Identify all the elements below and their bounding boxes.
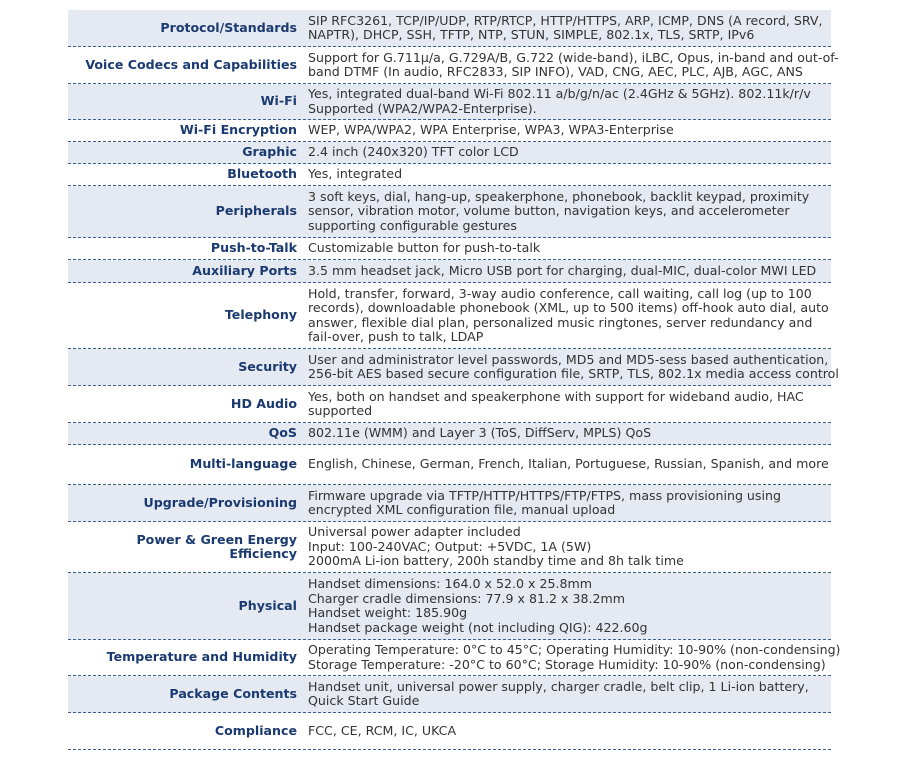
spec-value-line: Hold, transfer, forward, 3-way audio conference, call waiting, call log (up to 100	[308, 285, 812, 301]
spec-value-line: English, Chinese, German, French, Italian, Portuguese, Russian, Spanish, and more	[308, 456, 829, 472]
spec-label: Peripherals	[215, 203, 297, 219]
spec-value-line: 802.11e (WMM) and Layer 3 (ToS, DiffServ, MPLS) QoS	[308, 425, 652, 441]
spec-label: Wi-Fi Encryption	[179, 122, 297, 138]
spec-value	[308, 47, 839, 83]
spec-value-line: band DTMF (In audio, RFC2833, SIP INFO), VAD, CNG, AEC, PLC, AJB, AGC, ANS	[308, 64, 803, 79]
spec-row	[68, 260, 831, 283]
spec-value	[308, 445, 831, 484]
spec-value	[308, 386, 831, 422]
spec-value-line: supported	[308, 403, 373, 418]
spec-value-line: answer, flexible dial plan, personalized music ringtones, server redundancy and	[308, 314, 813, 330]
spec-value-line: records), downloadable phonebook (XML, up to 500 items) off-hook auto dial, auto	[308, 300, 829, 315]
spec-value-line: Firmware upgrade via TFTP/HTTP/HTTPS/FTP/FTPS, mass provisioning using	[308, 487, 781, 503]
spec-label: Graphic	[242, 144, 297, 160]
spec-value	[308, 485, 831, 521]
spec-value	[308, 522, 831, 572]
spec-label: Protocol/Standards	[160, 19, 297, 35]
spec-value	[308, 142, 831, 163]
spec-row	[68, 10, 831, 47]
spec-value-line: Yes, both on handset and speakerphone with support for wideband audio, HAC	[308, 388, 804, 404]
spec-value-line: Supported (WPA2/WPA2-Enterprise).	[308, 100, 537, 116]
spec-value-line: Quick Start Guide	[308, 693, 420, 708]
spec-value-line: 2000mA Li-ion battery, 200h standby time and 8h talk time	[308, 553, 684, 569]
spec-row	[68, 522, 831, 573]
spec-value-line: WEP, WPA/WPA2, WPA Enterprise, WPA3, WPA3-Enterprise	[308, 122, 674, 138]
spec-label: Physical	[238, 597, 297, 613]
spec-value-line: Charger cradle dimensions: 77.9 x 81.2 x 38.2mm	[308, 590, 626, 606]
spec-value-line: Yes, integrated dual-band Wi-Fi 802.11 a/b/g/n/ac (2.4GHz & 5GHz). 802.11k/r/v	[308, 86, 811, 101]
spec-value-line: encrypted XML configuration file, manual upload	[308, 502, 616, 517]
spec-value-line: Storage Temperature: -20°C to 60°C; Storage Humidity: 10-90% (non-condensing)	[308, 656, 826, 672]
spec-value-line: fail-over, push to talk, LDAP	[308, 329, 484, 344]
spec-label: Multi-language	[189, 456, 297, 472]
spec-value-line: Customizable button for push-to-talk	[308, 240, 541, 256]
spec-row	[68, 47, 839, 84]
spec-row	[68, 640, 841, 676]
spec-value	[308, 164, 831, 185]
spec-value-line: Input: 100-240VAC; Output: +5VDC, 1A (5W)	[308, 538, 592, 554]
spec-label: Telephony	[224, 307, 297, 323]
spec-label: QoS	[268, 425, 297, 441]
spec-value	[308, 10, 831, 46]
spec-label: Auxiliary Ports	[192, 262, 297, 278]
spec-label: Power & Green Energy Efficiency	[136, 531, 297, 561]
spec-row	[68, 386, 831, 423]
spec-value-line: Operating Temperature: 0°C to 45°C; Operating Humidity: 10-90% (non-condensing)	[308, 642, 841, 657]
spec-row	[68, 120, 831, 142]
spec-row	[68, 164, 831, 186]
spec-value-line: FCC, CE, RCM, IC, UKCA	[308, 722, 457, 738]
spec-label: Package Contents	[169, 685, 297, 701]
spec-value-line: sensor, vibration motor, volume button, navigation keys, and accelerometer	[308, 203, 790, 219]
spec-value-line: 3.5 mm headset jack, Micro USB port for charging, dual-MIC, dual-color MWI LED	[308, 262, 817, 278]
spec-row	[68, 349, 839, 386]
spec-row	[68, 84, 831, 120]
spec-value	[308, 238, 831, 259]
spec-value-line: Support for G.711μ/a, G.729A/B, G.722 (wide-band), iLBC, Opus, in-band and out-of-	[308, 49, 839, 65]
spec-row	[68, 283, 831, 349]
spec-row	[68, 676, 831, 713]
spec-value-line: SIP RFC3261, TCP/IP/UDP, RTP/RTCP, HTTP/HTTPS, ARP, ICMP, DNS (A record, SRV,	[308, 12, 823, 28]
spec-value-line: 3 soft keys, dial, hang-up, speakerphone, phonebook, backlit keypad, proximity	[308, 188, 810, 204]
spec-table	[68, 10, 841, 750]
spec-value	[308, 283, 831, 348]
spec-value	[308, 260, 831, 282]
spec-value	[308, 676, 831, 712]
spec-row	[68, 573, 831, 640]
spec-label: Push-to-Talk	[210, 240, 297, 256]
spec-value-line: Universal power adapter included	[308, 524, 521, 540]
spec-label: Compliance	[214, 722, 297, 738]
spec-value	[308, 573, 831, 639]
spec-value	[308, 423, 831, 444]
spec-value-line: 2.4 inch (240x320) TFT color LCD	[308, 144, 519, 160]
spec-value-line: NAPTR), DHCP, SSH, TFTP, NTP, STUN, SIMPLE, 802.1x, TLS, SRTP, IPv6	[308, 27, 755, 42]
spec-label: Bluetooth	[227, 166, 297, 182]
spec-value	[308, 640, 840, 675]
spec-value-line: 256-bit AES based secure configuration file, SRTP, TLS, 802.1x media access control	[308, 366, 839, 381]
spec-row	[68, 713, 831, 750]
spec-row	[68, 142, 831, 164]
spec-label: Voice Codecs and Capabilities	[85, 56, 297, 72]
spec-value	[308, 349, 839, 385]
spec-value-line: Handset weight: 185.90g	[308, 605, 468, 620]
spec-value	[308, 120, 831, 141]
spec-row	[68, 445, 831, 485]
spec-value-line: Yes, integrated	[308, 166, 403, 182]
spec-value-line: Handset unit, universal power supply, charger cradle, belt clip, 1 Li-ion battery,	[308, 678, 809, 694]
spec-value	[308, 713, 831, 749]
spec-value-line: supporting configurable gestures	[308, 217, 517, 233]
spec-label: Wi-Fi	[260, 93, 297, 109]
spec-row	[68, 423, 831, 445]
spec-row	[68, 186, 831, 238]
spec-label: Security	[238, 358, 297, 374]
spec-label: HD Audio	[230, 395, 297, 411]
spec-label: Upgrade/Provisioning	[143, 494, 297, 510]
spec-row	[68, 238, 831, 260]
spec-row	[68, 485, 831, 522]
spec-value	[308, 84, 831, 119]
spec-value	[308, 186, 831, 237]
spec-value-line: User and administrator level passwords, MD5 and MD5-sess based authentication,	[308, 351, 829, 367]
spec-value-line: Handset dimensions: 164.0 x 52.0 x 25.8mm	[308, 576, 593, 591]
spec-label: Temperature and Humidity	[106, 649, 297, 665]
spec-value-line: Handset package weight (not including QIG): 422.60g	[308, 619, 648, 635]
